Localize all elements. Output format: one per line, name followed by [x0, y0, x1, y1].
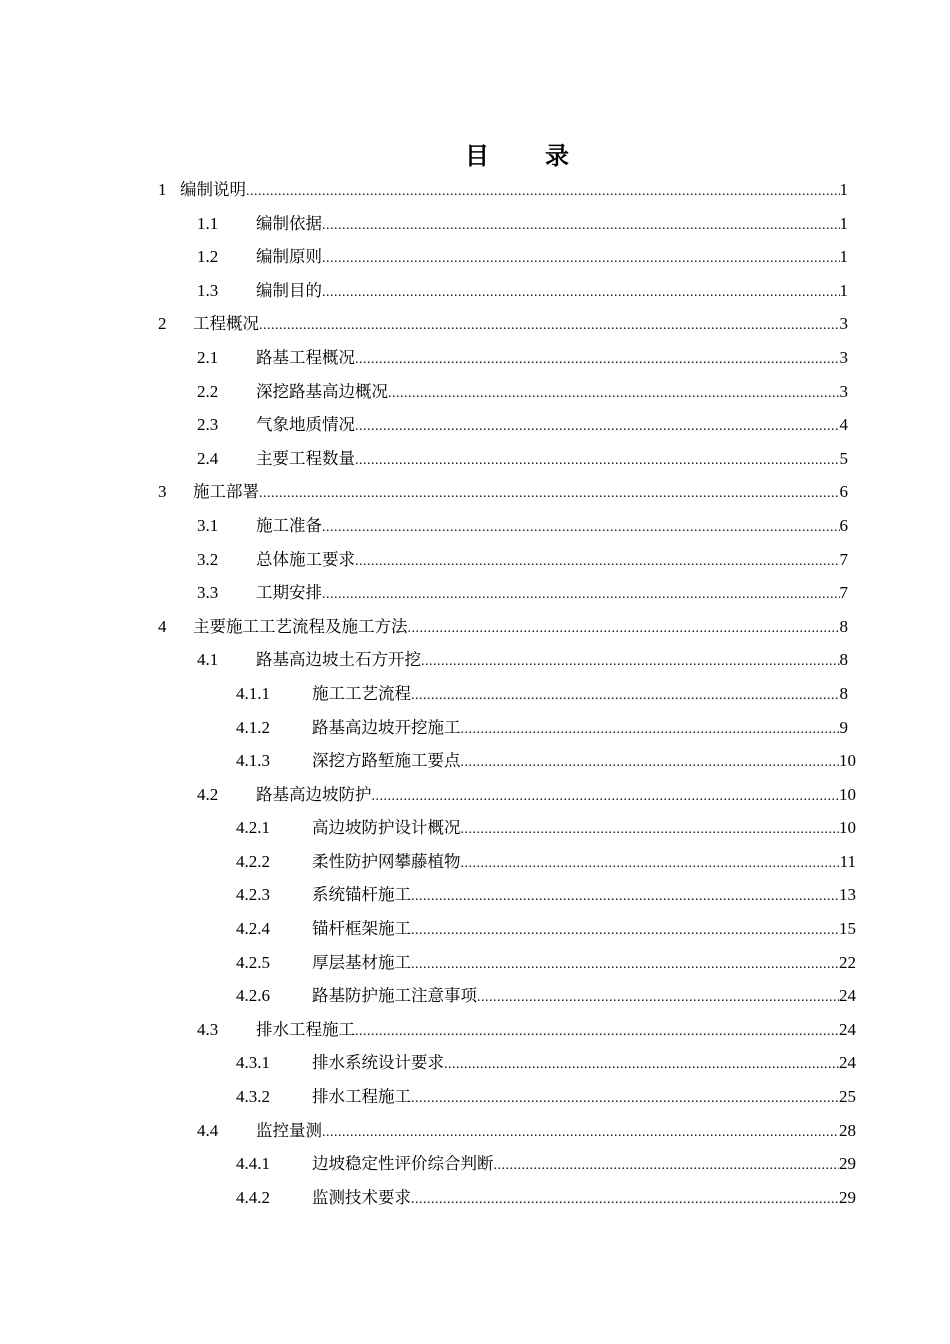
toc-entry-number: 1.3	[197, 280, 219, 300]
toc-entry-title: 编制原则	[256, 247, 322, 267]
toc-entry-page: 6	[839, 515, 848, 535]
toc-entry-number: 4.2.6	[236, 986, 270, 1006]
dot-leader	[411, 914, 839, 948]
toc-entry[interactable]	[0, 946, 950, 980]
toc-entry-number: 3.1	[197, 515, 219, 535]
dot-leader	[322, 1116, 839, 1150]
toc-entry[interactable]	[0, 442, 950, 476]
toc-entry-page: 15	[839, 919, 856, 939]
toc-list	[0, 173, 950, 1214]
toc-entry-number: 4.1.1	[236, 683, 270, 703]
toc-entry-number: 3.2	[197, 549, 219, 569]
toc-entry-title: 编制依据	[256, 213, 322, 233]
toc-entry-number: 4.3	[197, 1019, 219, 1039]
toc-entry-page: 24	[839, 986, 856, 1006]
toc-entry-page: 8	[839, 616, 848, 636]
dot-leader	[444, 1048, 839, 1082]
toc-entry-title: 路基高边坡土石方开挖	[256, 650, 421, 670]
dot-leader	[411, 679, 840, 713]
dot-leader	[461, 713, 840, 747]
toc-entry-number: 4.2.4	[236, 919, 270, 939]
toc-entry-title: 气象地质情况	[256, 415, 355, 435]
toc-entry-number: 1.1	[197, 213, 219, 233]
toc-entry-number: 3	[158, 482, 167, 502]
toc-entry-page: 9	[839, 717, 848, 737]
toc-entry-title: 柔性防护网攀藤植物	[312, 851, 461, 871]
toc-entry[interactable]	[0, 744, 950, 778]
toc-entry[interactable]	[0, 1114, 950, 1148]
toc-entry[interactable]	[0, 408, 950, 442]
dot-leader	[411, 948, 839, 982]
toc-entry-page: 29	[839, 1187, 856, 1207]
toc-entry[interactable]	[0, 610, 950, 644]
dot-leader	[411, 1183, 839, 1217]
toc-entry-page: 7	[839, 549, 848, 569]
toc-entry-page: 24	[839, 1019, 856, 1039]
dot-leader	[408, 612, 840, 646]
toc-entry-title: 锚杆框架施工	[312, 919, 411, 939]
dot-leader	[461, 813, 840, 847]
toc-entry-title: 深挖路基高边概况	[256, 381, 388, 401]
toc-entry-title: 厚层基材施工	[312, 952, 411, 972]
toc-entry-page: 3	[839, 381, 848, 401]
toc-entry-number: 4.1	[197, 650, 219, 670]
toc-entry-page: 10	[839, 784, 856, 804]
toc-entry-page: 5	[839, 448, 848, 468]
toc-entry-title: 施工准备	[256, 515, 322, 535]
toc-entry[interactable]	[0, 375, 950, 409]
toc-entry[interactable]	[0, 711, 950, 745]
toc-entry-title: 路基防护施工注意事项	[312, 986, 477, 1006]
toc-entry[interactable]	[0, 778, 950, 812]
toc-entry-title: 深挖方路堑施工要点	[312, 751, 461, 771]
toc-entry-title: 高边坡防护设计概况	[312, 818, 461, 838]
toc-entry-number: 4.2.1	[236, 818, 270, 838]
toc-entry-page: 25	[839, 1087, 856, 1107]
toc-entry-page: 4	[839, 415, 848, 435]
toc-entry-page: 7	[839, 583, 848, 603]
toc-entry-title: 工期安排	[256, 583, 322, 603]
toc-entry[interactable]	[0, 912, 950, 946]
dot-leader	[461, 847, 840, 881]
toc-entry[interactable]	[0, 677, 950, 711]
toc-entry-number: 4	[158, 616, 167, 636]
dot-leader	[477, 981, 839, 1015]
toc-entry-page: 3	[839, 314, 848, 334]
toc-entry-title: 路基高边坡防护	[256, 784, 372, 804]
toc-entry-page: 11	[839, 851, 856, 871]
toc-entry[interactable]	[0, 643, 950, 677]
toc-entry-number: 4.1.3	[236, 751, 270, 771]
toc-entry-page: 10	[839, 751, 856, 771]
dot-leader	[355, 1015, 839, 1049]
toc-entry[interactable]	[0, 475, 950, 509]
toc-entry-page: 8	[839, 650, 848, 670]
toc-entry-number: 4.3.1	[236, 1053, 270, 1073]
toc-entry-title: 总体施工要求	[256, 549, 355, 569]
toc-entry-number: 4.4.2	[236, 1187, 270, 1207]
toc-entry-number: 3.3	[197, 583, 219, 603]
dot-leader	[322, 578, 840, 612]
dot-leader	[259, 477, 840, 511]
toc-entry-number: 4.4.1	[236, 1154, 270, 1174]
toc-entry-number: 4.1.2	[236, 717, 270, 737]
toc-entry[interactable]	[0, 509, 950, 543]
toc-entry-page: 8	[839, 683, 848, 703]
toc-entry-number: 4.3.2	[236, 1087, 270, 1107]
toc-entry-title: 路基工程概况	[256, 347, 355, 367]
toc-entry-title: 施工工艺流程	[312, 683, 411, 703]
toc-entry-number: 4.2.5	[236, 952, 270, 972]
toc-entry[interactable]	[0, 341, 950, 375]
toc-entry[interactable]	[0, 878, 950, 912]
toc-entry[interactable]	[0, 307, 950, 341]
dot-leader	[461, 746, 840, 780]
toc-entry-title: 排水系统设计要求	[312, 1053, 444, 1073]
toc-entry-title: 边坡稳定性评价综合判断	[312, 1154, 494, 1174]
toc-entry-title: 系统锚杆施工	[312, 885, 411, 905]
toc-entry-title: 施工部署	[193, 482, 259, 502]
toc-entry-number: 2.4	[197, 448, 219, 468]
dot-leader	[494, 1149, 840, 1183]
toc-entry-number: 2.2	[197, 381, 219, 401]
toc-entry-page: 10	[839, 818, 856, 838]
toc-entry-title: 工程概况	[193, 314, 259, 334]
toc-entry[interactable]	[0, 240, 950, 274]
toc-entry-number: 4.2	[197, 784, 219, 804]
toc-entry-number: 4.4	[197, 1120, 219, 1140]
toc-entry-page: 1	[839, 180, 848, 199]
toc-entry-page: 28	[839, 1120, 856, 1140]
toc-entry-number: 1	[158, 180, 167, 199]
toc-entry[interactable]	[0, 543, 950, 577]
toc-entry[interactable]	[0, 979, 950, 1013]
dot-leader	[322, 209, 840, 243]
toc-entry-number: 4.2.3	[236, 885, 270, 905]
toc-entry-title: 排水工程施工	[256, 1019, 355, 1039]
toc-entry-title: 监控量测	[256, 1120, 322, 1140]
toc-entry-number: 2.3	[197, 415, 219, 435]
dot-leader	[355, 545, 840, 579]
toc-entry-page: 24	[839, 1053, 856, 1073]
dot-leader	[355, 410, 840, 444]
dot-leader	[322, 242, 840, 276]
toc-entry-page: 1	[839, 213, 848, 233]
toc-entry-page: 6	[839, 482, 848, 502]
toc-entry[interactable]	[0, 1147, 950, 1181]
toc-entry-title: 编制说明	[180, 180, 246, 199]
toc-entry-title: 排水工程施工	[312, 1087, 411, 1107]
dot-leader	[322, 511, 840, 545]
toc-entry-page: 29	[839, 1154, 856, 1174]
toc-entry[interactable]	[0, 1080, 950, 1114]
toc-entry-number: 1.2	[197, 247, 219, 267]
toc-entry-title: 路基高边坡开挖施工	[312, 717, 461, 737]
dot-leader	[246, 175, 840, 209]
toc-entry-page: 13	[839, 885, 856, 905]
toc-entry[interactable]	[0, 207, 950, 241]
toc-entry-page: 1	[839, 280, 848, 300]
toc-entry-title: 主要工程数量	[256, 448, 355, 468]
toc-entry[interactable]	[0, 576, 950, 610]
toc-entry-page: 22	[839, 952, 856, 972]
toc-entry-title: 编制目的	[256, 280, 322, 300]
dot-leader	[259, 309, 840, 343]
toc-entry-title: 监测技术要求	[312, 1187, 411, 1207]
dot-leader	[411, 880, 839, 914]
dot-leader	[388, 377, 840, 411]
dot-leader	[322, 276, 840, 310]
toc-entry-number: 2.1	[197, 347, 219, 367]
toc-entry-page: 1	[839, 247, 848, 267]
toc-entry-number: 2	[158, 314, 167, 334]
toc-entry-page: 3	[839, 347, 848, 367]
toc-entry-number: 4.2.2	[236, 851, 270, 871]
toc-entry[interactable]	[0, 1046, 950, 1080]
toc-entry[interactable]	[0, 1013, 950, 1047]
dot-leader	[355, 343, 840, 377]
dot-leader	[355, 444, 840, 478]
dot-leader	[372, 780, 840, 814]
toc-entry-title: 主要施工工艺流程及施工方法	[193, 616, 408, 636]
dot-leader	[411, 1082, 839, 1116]
dot-leader	[421, 645, 840, 679]
toc-entry[interactable]	[0, 811, 950, 845]
page-title: 目 录	[465, 142, 585, 170]
toc-entry[interactable]	[0, 1181, 950, 1215]
toc-entry[interactable]	[0, 845, 950, 879]
toc-entry[interactable]	[0, 274, 950, 308]
toc-entry[interactable]	[0, 173, 950, 207]
